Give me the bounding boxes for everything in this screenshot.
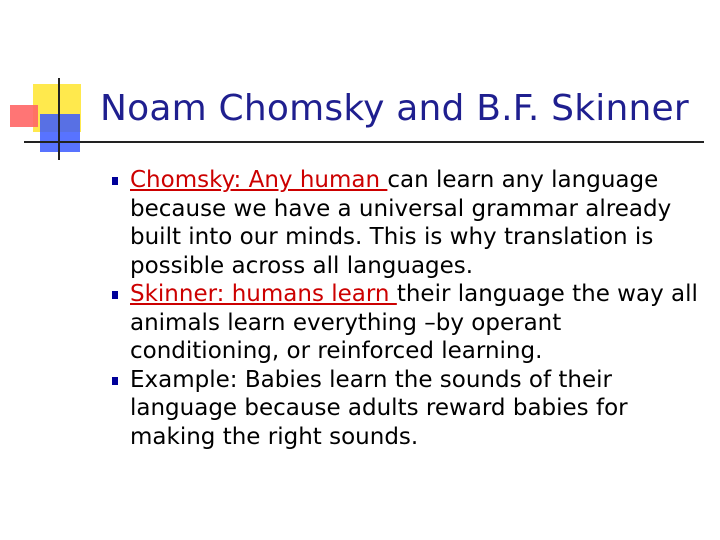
bullet-item-chomsky	[110, 166, 710, 280]
bullet-item-example	[110, 366, 710, 452]
bullet-text	[130, 366, 710, 452]
bullet-body: can learn any language because we have a universal grammar already built into our minds. This is why translation is possible across all languages.	[130, 167, 672, 279]
ornament-vertical-line	[58, 78, 60, 160]
square-bullet-icon	[112, 177, 118, 185]
square-bullet-icon	[112, 291, 118, 299]
bullet-highlight: Chomsky: Any human	[130, 167, 388, 193]
ornament-blue-square	[40, 114, 80, 152]
bullet-highlight: Skinner: humans learn	[130, 281, 397, 307]
bullet-body: their language the way all animals learn everything –by operant conditioning, or reinforced learning.	[130, 281, 698, 364]
bullet-text	[130, 166, 710, 280]
bullet-text	[130, 280, 710, 366]
bullet-list	[110, 166, 710, 451]
slide-title: Noam Chomsky and B.F. Skinner	[100, 88, 689, 129]
bullet-body: Example: Babies learn the sounds of their language because adults reward babies for making the right sounds.	[130, 366, 628, 450]
bullet-item-skinner	[110, 280, 710, 366]
square-bullet-icon	[112, 377, 118, 385]
ornament-red-square	[10, 105, 38, 127]
title-underline	[24, 141, 704, 143]
corner-ornament	[0, 0, 110, 170]
